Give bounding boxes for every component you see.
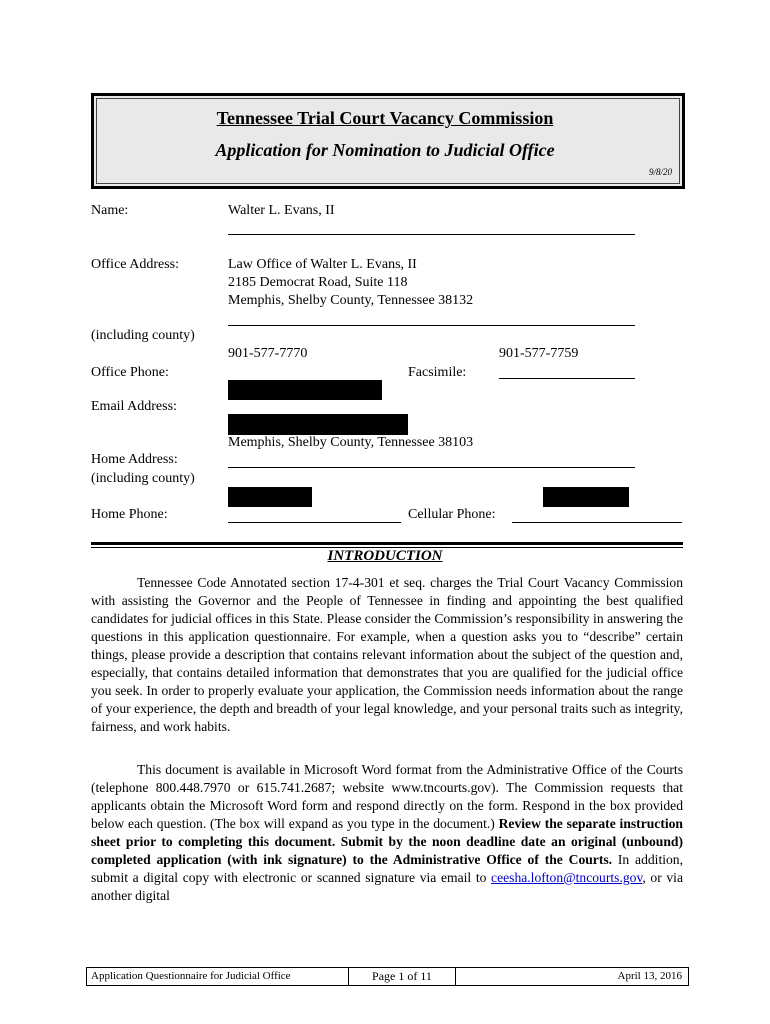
redacted-home-street [228,414,408,435]
revision-date: 9/8/20 [648,167,672,177]
home-phone-label: Home Phone: [91,507,168,522]
name-value: Walter L. Evans, II [228,203,335,218]
redacted-email [228,380,382,400]
office-address-label: Office Address: [91,257,179,272]
intro-paragraph-2-bold: Review the separate instruction sheet prior to completing this document. Submit by the noon deadline date an original (unbound) completed application (with ink signature) to the Administrative Office of the Courts. [91,816,683,867]
office-phone-label: Office Phone: [91,365,169,380]
intro-paragraph-2-text-c: , or via another digital [91,870,683,903]
footer-page-number: Page 1 of 11 [372,969,432,983]
divider-thick [91,542,683,545]
name-label: Name: [91,203,129,218]
home-address-underline [228,467,635,468]
page-footer [86,967,689,986]
name-underline [228,234,635,235]
facsimile-value: 901-577-7759 [499,346,579,361]
facsimile-underline [499,378,635,379]
office-address-line2: 2185 Democrat Road, Suite 118 [228,275,408,290]
office-address-underline [228,325,635,326]
cellular-phone-label: Cellular Phone: [408,507,496,522]
footer-left: Application Questionnaire for Judicial Office [91,970,291,982]
intro-paragraph-2-text-a: This document is available in Microsoft Word format from the Administrative Office of the Courts (telephone 800.448.7970 or 615.741.2687; website www.tncourts.gov). The Commission requests that applicants obtain the Microsoft Word form and respond directly on the form. Respond in the box provided below each question. (The box will expand as you type in the document.) [91,762,683,831]
facsimile-label: Facsimile: [408,365,467,380]
cellular-phone-underline [512,522,682,523]
home-phone-underline [228,522,401,523]
office-address-line1: Law Office of Walter L. Evans, II [228,257,417,272]
office-phone-value: 901-577-7770 [228,346,308,361]
intro-paragraph-2 [91,761,683,905]
introduction-heading: INTRODUCTION [327,548,443,564]
document-subtitle: Application for Nomination to Judicial Office [215,140,555,160]
footer-separator-2 [455,968,456,985]
home-address-value: Memphis, Shelby County, Tennessee 38103 [228,435,474,450]
intro-paragraph-2-text-b: In addition, submit a digital copy with electronic or scanned signature via email to [91,852,683,885]
home-address-label: Home Address: [91,452,178,467]
footer-right: April 13, 2016 [617,970,682,982]
email-label: Email Address: [91,399,177,414]
redacted-home-phone [228,487,312,507]
including-county-label: (including county) [91,328,195,343]
document-title: Tennessee Trial Court Vacancy Commission [216,108,554,128]
email-link[interactable]: ceesha.lofton@tncourts.gov [491,870,643,885]
intro-paragraph-1: Tennessee Code Annotated section 17-4-301 et seq. charges the Trial Court Vacancy Commission with assisting the Governor and the People of Tennessee in finding and appointing the best qualified candidates for judicial offices in this State. Please consider the Commission’s responsibility in answering the questions in this application questionnaire. For example, when a question asks you to “describe” certain things, please provide a description that contains relevant information about the subject of the question and, especially, that contains detailed information that demonstrates that you are qualified for the judicial office you seek. In order to properly evaluate your application, the Commission needs information about the range of your experience, the depth and breadth of your legal knowledge, and your personal traits such as integrity, fairness, and work habits. [91,575,683,734]
redacted-cellular-phone [543,487,629,507]
home-including-county-label: (including county) [91,471,195,486]
office-address-line3: Memphis, Shelby County, Tennessee 38132 [228,293,474,308]
